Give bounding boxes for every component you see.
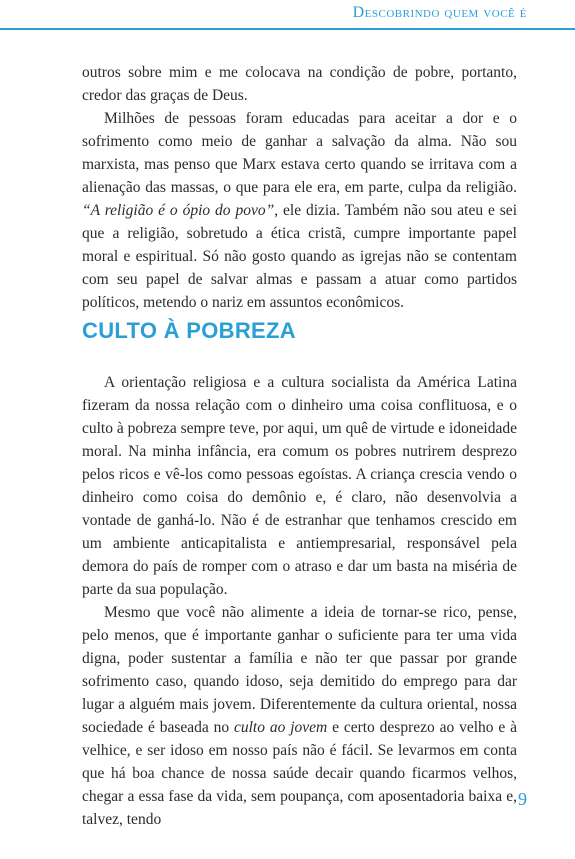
section-heading: CULTO À POBREZA — [82, 318, 296, 343]
paragraph-text: , ele dizia. Também não sou ateu e sei que a religião, sobretudo a ética cristã, cumpre importante papel moral e espiritual. Só não gosto quando as igrejas não se contentam com seu papel de salvar almas e passam a atuar como partidos políticos, metendo o nariz em assuntos econômicos. — [82, 202, 517, 311]
header-rule — [0, 28, 575, 30]
paragraph-text: A orientação religiosa e a cultura socialista da América Latina fizeram da nossa relação com o dinheiro uma coisa conflituosa, e o culto à pobreza sempre teve, por aqui, um quê de virtude e idoneidade moral. Na minha infância, era comum os pobres nutrirem desprezo pelos ricos e vê-los como pessoas egoístas. A criança crescia vendo o dinheiro como coisa do demônio e, é claro, não desenvolvia a vontade de ganhá-lo. Não é de estranhar que tenhamos crescido em um ambiente anticapitalista e antiempresarial, responsável pela demora do país de romper com o atraso e dar um basta na miséria de parte da sua população. — [82, 374, 517, 598]
page-number: 9 — [518, 789, 527, 809]
body-text-bottom — [82, 371, 517, 831]
emphasis-italic: culto ao jovem — [233, 719, 328, 736]
paragraph — [82, 601, 517, 831]
body-text-top — [82, 61, 517, 314]
running-header-title: Descobrindo quem você é — [352, 4, 527, 21]
paragraph-text: e certo desprezo ao velho e à velhice, e ser idoso em nosso país não é fácil. Se levarmos em conta que há boa chance de nossa saúde decair quando ficarmos velhos, chegar a essa fase da vida, sem poupança, com aposentadoria baixa e, talvez, tendo — [82, 719, 517, 828]
paragraph-text: outros sobre mim e me colocava na condição de pobre, portanto, credor das graças de Deus. — [82, 64, 517, 104]
paragraph-text: Milhões de pessoas foram educadas para aceitar a dor e o sofrimento como meio de ganhar a salvação da alma. Não sou marxista, mas penso que Marx estava certo quando se irritava com a alienação das massas, o que para ele era, em parte, culpa da religião. — [82, 110, 517, 196]
quote-italic: “A religião é o ópio do povo” — [82, 202, 275, 219]
paragraph-text: Mesmo que você não alimente a ideia de tornar-se rico, pense, pelo menos, que é importante ganhar o suficiente para ter uma vida digna, poder sustentar a família e não ter que passar por grande sofrimento caso, quando idoso, seja demitido do emprego para dar lugar a alguém mais jovem. Diferentemente da cultura oriental, nossa sociedade é baseada no — [82, 604, 517, 736]
paragraph — [82, 61, 517, 107]
paragraph — [82, 107, 517, 314]
paragraph — [82, 371, 517, 601]
